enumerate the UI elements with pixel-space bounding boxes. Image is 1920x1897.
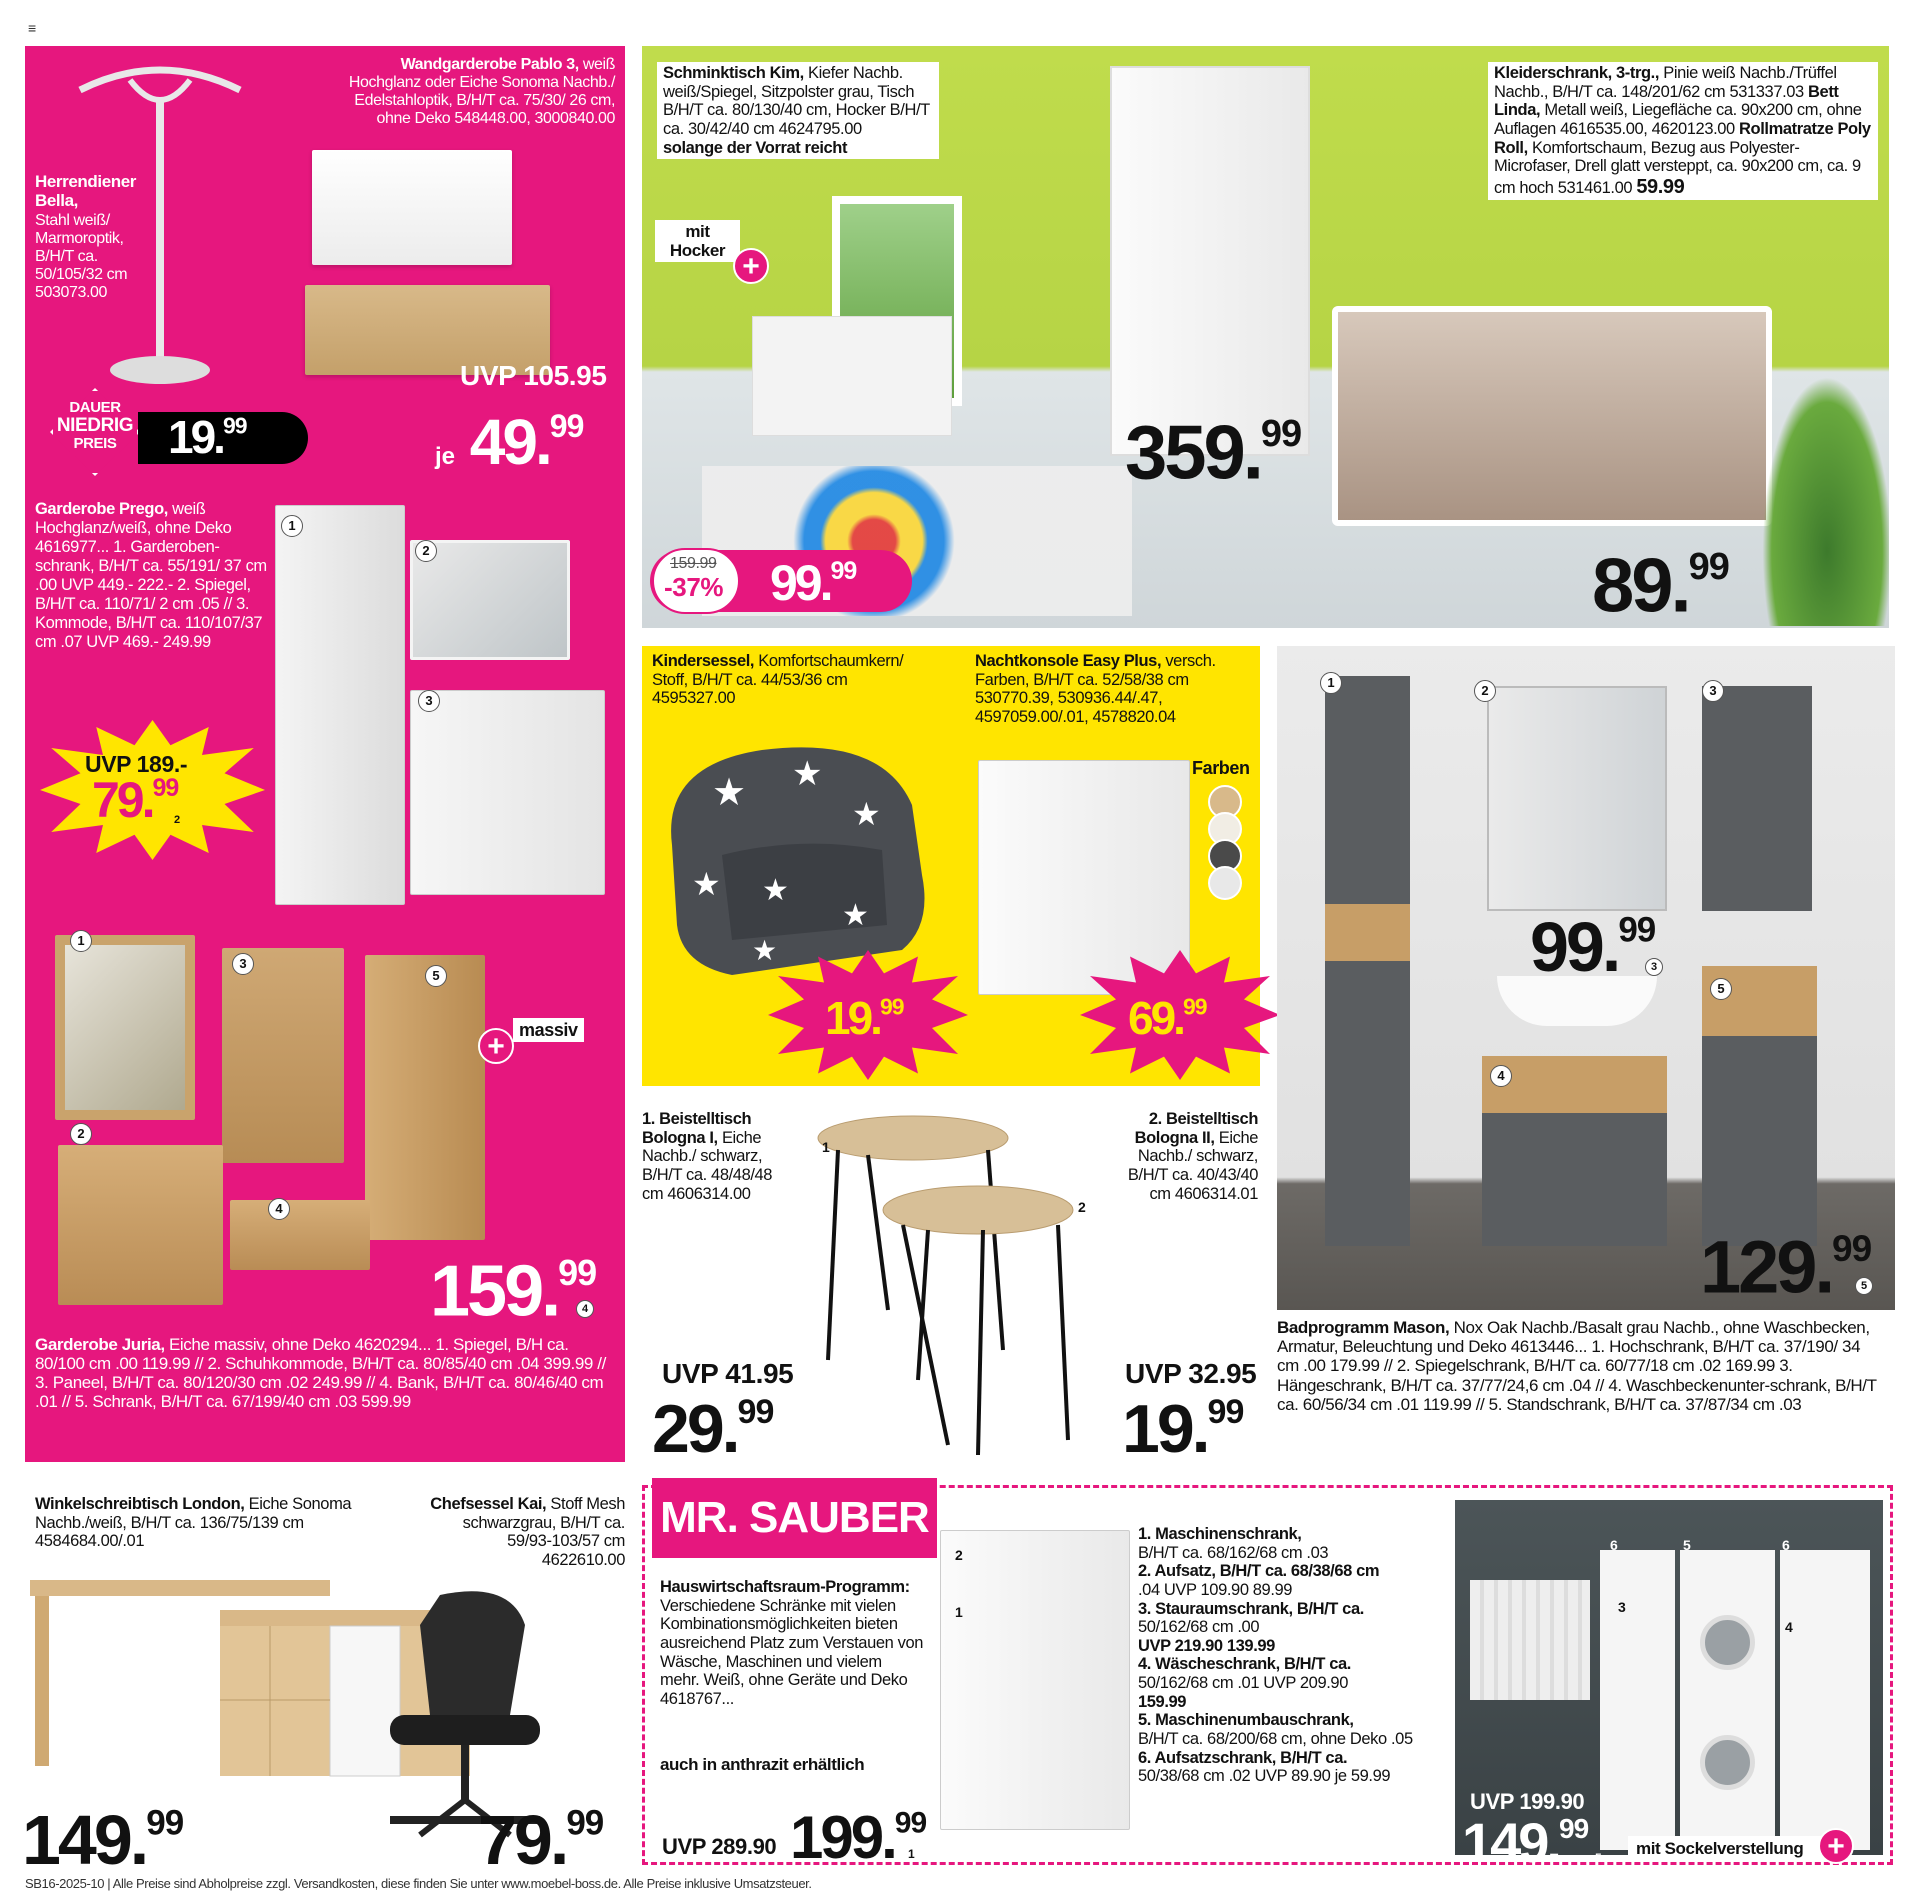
nachtkonsole-text <box>975 652 1245 727</box>
sauber-item-7: 4. Wäscheschrank, B/H/T ca. <box>1138 1655 1351 1674</box>
prego-burst-price-cents: 99 <box>152 773 179 802</box>
kindersessel-image <box>652 725 942 990</box>
kindersessel-price-main: 19. <box>825 992 880 1044</box>
mason-label-4: 4 <box>1490 1065 1512 1087</box>
juria-desc: Eiche massiv, ohne Deko 4620294... 1. Spiegel, B/H ca. 80/100 cm .00 119.99 // 2. Schuhkommode, B/H/T ca. 80/85/40 cm .04 399.99 // 3. Paneel, B/H/T ca. 80/120/30 cm .02 249.99 // 4. Bank, B/H/T ca. 80/46/40 cm .01 // 5. Schrank, B/H/T ca. 67/199/40 cm .03 599.99 <box>35 1335 606 1412</box>
sauber-note: auch in anthrazit erhältlich <box>660 1755 865 1774</box>
sauber-label-1: 1 <box>955 1604 963 1620</box>
kindersessel-price-cents: 99 <box>879 993 904 1020</box>
london-price-cents: 99 <box>146 1803 184 1843</box>
svg-text:★: ★ <box>712 770 747 814</box>
beistelltisch2-desc: Eiche Nachb./ schwarz, B/H/T ca. 40/43/40 cm 4606314.01 <box>1127 1128 1258 1203</box>
prego-title: Garderobe Prego, <box>35 500 168 518</box>
juria-text <box>35 1335 610 1411</box>
hochschrank-image <box>1325 676 1410 1246</box>
sauber-item-8: 50/162/68 cm .01 UVP 209.90 <box>1138 1674 1348 1693</box>
kleiderschrank-price-main: 359. <box>1125 410 1261 496</box>
farben-swatch-4 <box>1208 866 1242 900</box>
sauber-brand: MR. SAUBER <box>652 1478 937 1558</box>
washer-drum-bottom <box>1700 1735 1755 1790</box>
nachtkonsole-price <box>1128 992 1207 1044</box>
herrendiener-price-cents: 99 <box>222 412 247 439</box>
nachtkonsole-image <box>978 760 1190 995</box>
beistelltisch2-price-main: 19. <box>1122 1391 1208 1467</box>
wandgarderobe-text <box>330 56 615 128</box>
mason-price3-main: 99. <box>1530 908 1619 986</box>
sauber-price2-num: 5 <box>1595 1851 1602 1865</box>
juria-price-num: 4 <box>576 1300 594 1318</box>
prego-label-1: 1 <box>281 515 303 537</box>
sauber-price2 <box>1462 1811 1589 1874</box>
hocker-plus-icon: + <box>733 248 769 284</box>
sauber-item-10: 5. Maschinenumbauschrank, <box>1138 1711 1354 1730</box>
juria-price-main: 159. <box>430 1251 559 1332</box>
wandgarderobe-uvp: UVP 105.95 <box>460 360 607 391</box>
wandgarderobe-price <box>435 406 584 479</box>
juria-price-cents: 99 <box>558 1252 597 1293</box>
sauber-items <box>1138 1525 1458 1786</box>
sauber-schrank-image <box>940 1530 1130 1830</box>
spiegelschrank-image <box>1487 686 1667 911</box>
schminktisch-price-cents: 99 <box>830 556 857 585</box>
juria-paneel-image <box>222 948 344 1163</box>
page-marker: ≡ <box>28 20 37 36</box>
kindersessel-desc: Komfortschaumkern/ Stoff, B/H/T ca. 44/53/36 cm 4595327.00 <box>652 652 904 708</box>
sauber-item-3: .04 UVP 109.90 89.99 <box>1138 1580 1293 1599</box>
prego-kommode-image <box>410 690 605 895</box>
sauber-label-2: 2 <box>955 1547 963 1563</box>
herrendiener-price <box>168 411 247 463</box>
mason-title: Badprogramm Mason, <box>1277 1318 1450 1337</box>
nachtkonsole-desc: versch. Farben, B/H/T ca. 52/58/38 cm 530770.39, 530936.44/.47, 4597059.00/.01, 4578820.04 <box>975 652 1216 726</box>
london-title: Winkelschreibtisch London, <box>35 1495 245 1513</box>
sauber-item-4: 3. Stauraumschrank, B/H/T ca. <box>1138 1599 1364 1618</box>
prego-burst-price-main: 79. <box>92 772 153 828</box>
kai-title: Chefsessel Kai, <box>430 1495 547 1513</box>
dauer-line2: NIEDRIG <box>56 414 134 436</box>
sauber-price-cents: 99 <box>894 1806 927 1840</box>
prego-garderobenschrank-image <box>275 505 405 905</box>
mason-desc: Nox Oak Nachb./Basalt grau Nachb., ohne Waschbecken, Armatur, Beleuchtung und Deko 4613446... 1. Hochschrank, B/H/T ca. 37/190/ 34 cm .00 179.99 // 2. Spiegelschrank, B/H/T ca. 60/77/18 cm .02 169.99 3. Hängeschrank, B/H/T ca. 37/77/24,6 cm .04 // 4. Waschbeckenunter-schrank, B/H/T ca. 60/56/34 cm .01 119.99 // 5. Standschrank, B/H/T ca. 37/87/34 cm .03 <box>1277 1318 1877 1414</box>
svg-text:★: ★ <box>762 873 789 908</box>
beistelltisch1-price-cents: 99 <box>737 1393 774 1432</box>
sockel-label: mit Sockelverstellung <box>1628 1836 1833 1861</box>
haengeschrank-image <box>1702 686 1812 911</box>
juria-label-3: 3 <box>232 953 254 975</box>
prego-burst-price <box>92 772 179 828</box>
beistelltisch1-price <box>652 1391 774 1467</box>
schminktisch-text <box>657 62 939 159</box>
svg-text:★: ★ <box>792 754 823 794</box>
kai-price-cents: 99 <box>566 1803 604 1843</box>
schminktisch-note: solange der Vorrat reicht <box>663 138 848 157</box>
mason-price3-cents: 99 <box>1618 910 1656 950</box>
mason-price5-main: 129. <box>1700 1225 1833 1309</box>
sauber-img-label-3: 3 <box>1618 1599 1626 1615</box>
beistelltisch2-title: 2. Beistelltisch Bologna II, <box>1134 1110 1258 1147</box>
prego-burst-num: 2 <box>168 812 186 830</box>
wandgarderobe-white-image <box>312 150 512 265</box>
schminktisch-old-price: 159.99 <box>670 555 717 572</box>
herrendiener-desc: Stahl weiß/ Marmoroptik, B/H/T ca. 50/105/32 cm 503073.00 <box>35 212 128 301</box>
kindersessel-price <box>825 992 904 1044</box>
sauber-item-5: 50/162/68 cm .00 <box>1138 1618 1260 1637</box>
schminktisch-image <box>752 316 952 436</box>
sauber-img-label-4: 4 <box>1785 1619 1793 1635</box>
schminktisch-title: Schminktisch Kim, <box>663 64 804 82</box>
sauber-img-label-6b: 6 <box>1782 1537 1790 1553</box>
laundry-cabinet-right <box>1780 1550 1870 1850</box>
kai-text <box>425 1495 625 1570</box>
juria-massiv-label: massiv <box>513 1018 584 1042</box>
kindersessel-text <box>652 652 922 708</box>
matratze-desc: Komfortschaum, Bezug aus Polyester-Microfaser, Drell glatt versteppt, ca. 90x200 cm, ca. 9 cm hoch 531461.00 <box>1494 138 1861 197</box>
juria-price <box>430 1251 597 1332</box>
sauber-item-6: UVP 219.90 139.99 <box>1138 1636 1275 1655</box>
mason-label-5: 5 <box>1710 978 1732 1000</box>
sauber-price2-main: 149. <box>1462 1811 1559 1874</box>
wandgarderobe-title: Wandgarderobe Pablo 3, <box>400 56 579 73</box>
kleiderschrank-image <box>1110 66 1310 456</box>
kai-desc: Stoff Mesh schwarzgrau, B/H/T ca. 59/93-103/57 cm 4622610.00 <box>462 1495 625 1569</box>
sauber-item-1: B/H/T ca. 68/162/68 cm .03 <box>1138 1543 1329 1562</box>
dauer-line3: PREIS <box>73 434 117 452</box>
svg-text:★: ★ <box>752 934 778 967</box>
matratze-title: Rollmatratze Poly Roll, <box>1494 119 1871 157</box>
sauber-item-11: B/H/T ca. 68/200/68 cm, ohne Deko .05 <box>1138 1730 1413 1749</box>
wandgarderobe-price-cents: 99 <box>549 408 584 444</box>
matratze-price: 59.99 <box>1636 175 1685 198</box>
bed-image <box>1332 306 1772 526</box>
sauber-uvp2: UVP 199.90 <box>1470 1789 1585 1814</box>
bett-price-main: 89. <box>1592 543 1689 629</box>
sauber-text <box>660 1578 925 1708</box>
standschrank-image <box>1702 966 1817 1246</box>
sauber-title: Hauswirtschaftsraum-Programm: <box>660 1578 910 1596</box>
bett-title: Bett Linda, <box>1494 82 1839 120</box>
dauer-line1: DAUER <box>69 399 121 416</box>
sauber-item-0: 1. Maschinenschrank, <box>1138 1525 1302 1543</box>
mason-text <box>1277 1318 1885 1414</box>
nachtkonsole-farben: Farben <box>1192 758 1250 778</box>
schminktisch-discount: -37% <box>664 572 724 602</box>
prego-text <box>35 500 275 652</box>
beistelltisch1-price-main: 29. <box>652 1391 738 1467</box>
beistelltisch-label-1: 1 <box>822 1139 830 1155</box>
mason-price5-num: 5 <box>1855 1277 1873 1295</box>
london-price <box>22 1801 184 1879</box>
kleiderschrank-price-cents: 99 <box>1260 413 1302 455</box>
sauber-uvp: UVP 289.90 <box>662 1834 777 1859</box>
wandgarderobe-desc: weiß Hochglanz oder Eiche Sonoma Nachb./ Edelstahloptik, B/H/T ca. 75/30/ 26 cm, ohne Deko 548448.00, 3000840.00 <box>348 56 615 127</box>
herrendiener-price-main: 19. <box>168 411 223 463</box>
waschbeckenunterschrank-image <box>1482 1056 1667 1246</box>
mason-price3-num: 3 <box>1645 958 1663 976</box>
beistelltisch2-price <box>1122 1391 1244 1467</box>
svg-text:★: ★ <box>842 898 869 933</box>
kleiderschrank-title: Kleiderschrank, 3-trg., <box>1494 64 1660 82</box>
bett-price <box>1592 543 1729 629</box>
sauber-item-9: 159.99 <box>1138 1692 1187 1711</box>
beistelltisch-image <box>808 1110 1098 1455</box>
svg-text:★: ★ <box>852 795 881 833</box>
prego-burst-uvp: UVP 189.- <box>85 751 188 777</box>
sauber-price-num: 1 <box>908 1847 915 1861</box>
bett-price-cents: 99 <box>1688 546 1729 588</box>
sockel-plus-icon: + <box>1818 1828 1854 1864</box>
london-desc: Eiche Sonoma Nachb./weiß, B/H/T ca. 136/75/139 cm 4584684.00/.01 <box>35 1495 352 1551</box>
schminktisch-price <box>770 555 857 611</box>
plant-image <box>1762 376 1889 626</box>
laundry-washer-tower <box>1680 1550 1775 1850</box>
bett-desc: Metall weiß, Liegefläche ca. 90x200 cm, ohne Auflagen 4616535.00, 4620123.00 <box>1494 101 1862 138</box>
juria-label-2: 2 <box>70 1123 92 1145</box>
beistelltisch1-title: 1. Beistelltisch Bologna I, <box>642 1110 752 1147</box>
footer-text: SB16-2025-10 | Alle Preise sind Abholpreise zzgl. Versandkosten, diese finden Sie unter www.moebel-boss.de. Alle Preise inklusive Umsatzsteuer. <box>25 1876 812 1891</box>
mason-price-5 <box>1700 1225 1872 1309</box>
kleiderschrank-text <box>1488 62 1878 200</box>
kai-price <box>478 1801 604 1879</box>
prego-label-3: 3 <box>418 690 440 712</box>
sauber-item-2: 2. Aufsatz, B/H/T ca. 68/38/68 cm <box>1138 1562 1380 1581</box>
mason-label-3: 3 <box>1702 680 1724 702</box>
washer-drum-top <box>1700 1615 1755 1670</box>
juria-bank-image <box>230 1200 370 1270</box>
mason-label-1: 1 <box>1320 672 1342 694</box>
dauer-text <box>55 400 135 451</box>
sauber-img-label-6a: 6 <box>1610 1537 1618 1553</box>
mason-label-2: 2 <box>1474 680 1496 702</box>
kleiderschrank-price <box>1125 410 1302 496</box>
juria-label-5: 5 <box>425 965 447 987</box>
juria-title: Garderobe Juria, <box>35 1335 165 1354</box>
svg-text:★: ★ <box>692 865 721 903</box>
beistelltisch-label-2: 2 <box>1078 1199 1086 1215</box>
juria-label-1: 1 <box>70 930 92 952</box>
sauber-price2-cents: 99 <box>1559 1813 1589 1845</box>
juria-spiegel-image <box>55 935 195 1120</box>
beistelltisch2-price-cents: 99 <box>1207 1393 1244 1432</box>
sauber-price <box>790 1804 927 1871</box>
mason-price-3 <box>1530 908 1656 986</box>
sauber-item-13: 50/38/68 cm .02 UVP 89.90 je 59.99 <box>1138 1767 1391 1786</box>
nachtkonsole-price-main: 69. <box>1128 992 1183 1044</box>
nachtkonsole-price-cents: 99 <box>1182 993 1207 1020</box>
beistelltisch1-desc: Eiche Nachb./ schwarz, B/H/T ca. 48/48/48 cm 4606314.00 <box>642 1128 773 1203</box>
sauber-img-label-5: 5 <box>1683 1537 1691 1553</box>
prego-desc: weiß Hochglanz/weiß, ohne Deko 4616977... 1. Garderoben-schrank, B/H/T ca. 55/191/ 37 cm .00 UVP 449.- 222.- 2. Spiegel, B/H/T ca. 110/71/ 2 cm .05 // 3. Kommode, B/H/T ca. 110/107/37 cm .07 UVP 469.- 249.99 <box>35 500 267 651</box>
juria-massiv-plus-icon: + <box>478 1028 514 1064</box>
kindersessel-title: Kindersessel, <box>652 652 755 670</box>
hocker-label: mit Hocker <box>655 220 740 262</box>
wandgarderobe-price-main: 49. <box>469 406 550 479</box>
juria-schuhkommode-image <box>58 1145 223 1305</box>
herrendiener-title: Herrendiener Bella, <box>35 172 137 211</box>
sauber-price-main: 199. <box>790 1804 895 1871</box>
beistelltisch2-uvp: UVP 32.95 <box>1125 1358 1257 1389</box>
nachtkonsole-title: Nachtkonsole Easy Plus, <box>975 652 1162 670</box>
mason-price5-cents: 99 <box>1832 1228 1872 1269</box>
kleiderschrank-desc: Pinie weiß Nachb./Trüffel Nachb., B/H/T ca. 148/201/62 cm 531337.03 <box>1494 64 1837 101</box>
beistelltisch1-text <box>642 1110 782 1203</box>
wandgarderobe-je: je <box>435 443 456 471</box>
sauber-desc: Verschiedene Schränke mit vielen Kombinationsmöglichkeiten bieten ausreichend Platz zum Verstauen von Wäsche, Maschinen und vielem mehr. Weiß, ohne Geräte und Deko 4618767... <box>660 1596 923 1708</box>
schminktisch-price-main: 99. <box>770 555 831 611</box>
juria-schrank-image <box>365 955 485 1240</box>
beistelltisch2-text <box>1118 1110 1258 1203</box>
schminktisch-desc: Kiefer Nachb. weiß/Spiegel, Sitzpolster grau, Tisch B/H/T ca. 80/130/40 cm, Hocker B/H/T ca. 30/42/40 cm 4624795.00 <box>663 64 930 138</box>
laundry-clothes <box>1470 1580 1590 1700</box>
beistelltisch1-uvp: UVP 41.95 <box>662 1358 794 1389</box>
laundry-cabinet-left <box>1600 1550 1675 1850</box>
london-price-main: 149. <box>22 1801 147 1879</box>
sauber-item-12: 6. Aufsatzschrank, B/H/T ca. <box>1138 1748 1348 1767</box>
prego-label-2: 2 <box>415 540 437 562</box>
juria-label-4: 4 <box>268 1198 290 1220</box>
kai-price-main: 79. <box>478 1801 567 1879</box>
london-text <box>35 1495 365 1551</box>
